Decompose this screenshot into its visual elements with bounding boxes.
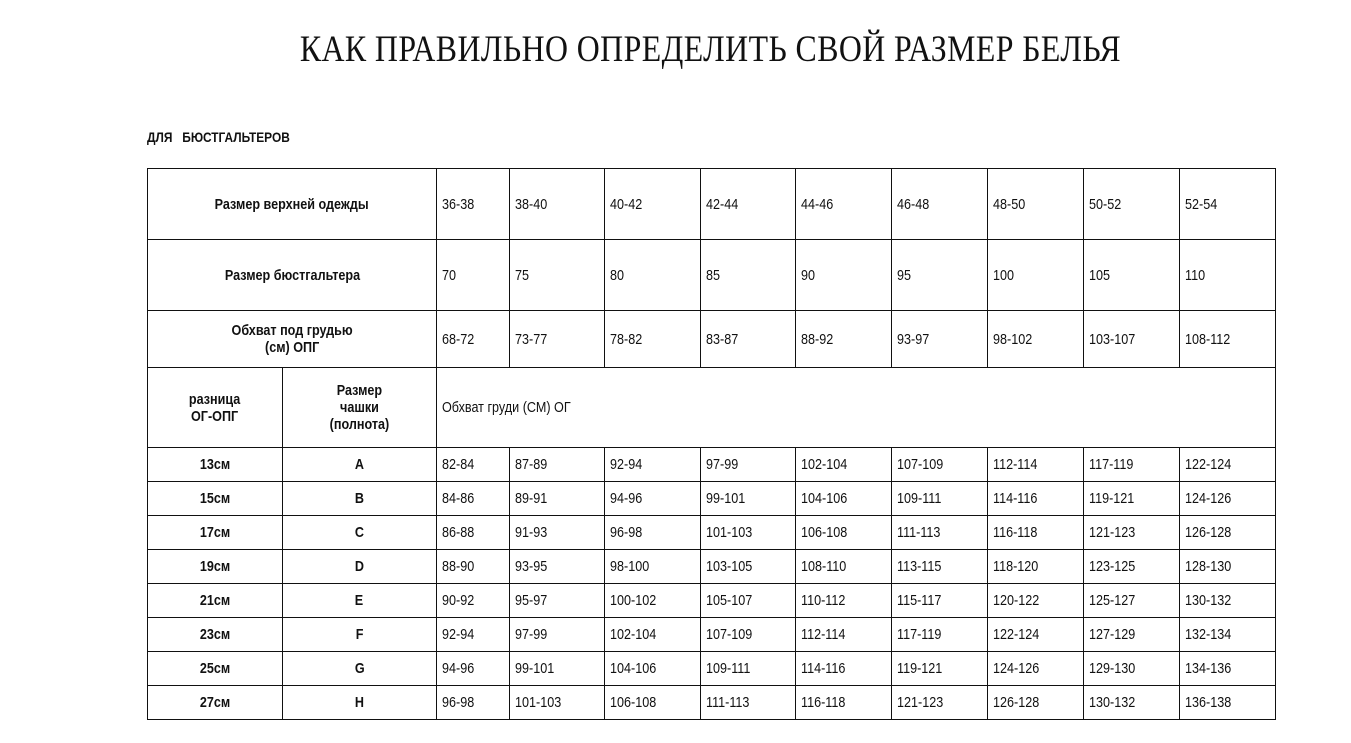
table-cell: 90	[796, 240, 892, 311]
table-cell: 127-129	[1084, 618, 1180, 652]
table-cell: 109-111	[892, 482, 988, 516]
table-cell: 36-38	[437, 169, 510, 240]
table-cell: 134-136	[1180, 652, 1276, 686]
table-cell: 44-46	[796, 169, 892, 240]
table-cell: 117-119	[892, 618, 988, 652]
cup-cell: B	[283, 482, 437, 516]
table-cell: 121-123	[892, 686, 988, 720]
table-cell: 116-118	[988, 516, 1084, 550]
cup-cell: G	[283, 652, 437, 686]
table-cell: 119-121	[1084, 482, 1180, 516]
table-cell: 116-118	[796, 686, 892, 720]
table-cell: 112-114	[988, 448, 1084, 482]
table-cell: 103-107	[1084, 311, 1180, 368]
table-cell: 124-126	[1180, 482, 1276, 516]
table-cell: 108-110	[796, 550, 892, 584]
table-cell: 40-42	[605, 169, 701, 240]
table-cell: 90-92	[437, 584, 510, 618]
table-cell: 104-106	[605, 652, 701, 686]
cup-header-row	[148, 368, 1276, 448]
table-cell: 109-111	[701, 652, 796, 686]
table-cell: 42-44	[701, 169, 796, 240]
table-cell: 117-119	[1084, 448, 1180, 482]
table-cell: 112-114	[796, 618, 892, 652]
underbust-row	[148, 311, 1276, 368]
table-cell: 106-108	[605, 686, 701, 720]
cup-cell: H	[283, 686, 437, 720]
table-row	[148, 550, 1276, 584]
table-cell: 52-54	[1180, 169, 1276, 240]
table-cell: 128-130	[1180, 550, 1276, 584]
difference-cell: 19см	[148, 550, 283, 584]
difference-cell: 25см	[148, 652, 283, 686]
table-cell: 96-98	[437, 686, 510, 720]
table-cell: 122-124	[1180, 448, 1276, 482]
cup-cell: C	[283, 516, 437, 550]
difference-cell: 23см	[148, 618, 283, 652]
table-cell: 82-84	[437, 448, 510, 482]
table-row	[148, 584, 1276, 618]
table-cell: 105-107	[701, 584, 796, 618]
table-cell: 114-116	[796, 652, 892, 686]
underbust-label: Обхват под грудью (см) ОПГ	[148, 311, 437, 368]
table-cell: 115-117	[892, 584, 988, 618]
table-cell: 100-102	[605, 584, 701, 618]
table-cell: 87-89	[510, 448, 605, 482]
table-cell: 95	[892, 240, 988, 311]
table-cell: 50-52	[1084, 169, 1180, 240]
table-cell: 96-98	[605, 516, 701, 550]
table-cell: 130-132	[1180, 584, 1276, 618]
table-cell: 114-116	[988, 482, 1084, 516]
table-cell: 105	[1084, 240, 1180, 311]
table-cell: 98-100	[605, 550, 701, 584]
cup-cell: A	[283, 448, 437, 482]
table-cell: 68-72	[437, 311, 510, 368]
table-cell: 78-82	[605, 311, 701, 368]
table-cell: 101-103	[510, 686, 605, 720]
table-row	[148, 686, 1276, 720]
table-cell: 110-112	[796, 584, 892, 618]
table-cell: 84-86	[437, 482, 510, 516]
table-row	[148, 618, 1276, 652]
table-cell: 107-109	[892, 448, 988, 482]
table-cell: 106-108	[796, 516, 892, 550]
table-cell: 102-104	[605, 618, 701, 652]
table-cell: 103-105	[701, 550, 796, 584]
table-cell: 125-127	[1084, 584, 1180, 618]
table-cell: 136-138	[1180, 686, 1276, 720]
table-cell: 86-88	[437, 516, 510, 550]
clothing-size-row	[148, 169, 1276, 240]
table-row	[148, 516, 1276, 550]
table-cell: 80	[605, 240, 701, 311]
table-cell: 99-101	[701, 482, 796, 516]
table-cell: 130-132	[1084, 686, 1180, 720]
difference-header: разница ОГ-ОПГ	[148, 368, 283, 448]
table-cell: 111-113	[701, 686, 796, 720]
table-cell: 48-50	[988, 169, 1084, 240]
table-cell: 88-92	[796, 311, 892, 368]
table-row	[148, 482, 1276, 516]
table-cell: 126-128	[988, 686, 1084, 720]
difference-cell: 21см	[148, 584, 283, 618]
table-cell: 89-91	[510, 482, 605, 516]
size-table	[147, 168, 1276, 720]
table-cell: 93-97	[892, 311, 988, 368]
clothing-size-label: Размер верхней одежды	[148, 169, 437, 240]
table-cell: 70	[437, 240, 510, 311]
table-cell: 107-109	[701, 618, 796, 652]
section-subtitle: ДЛЯ БЮСТГАЛЬТЕРОВ	[147, 129, 290, 145]
table-cell: 98-102	[988, 311, 1084, 368]
table-cell: 92-94	[605, 448, 701, 482]
page-title: КАК ПРАВИЛЬНО ОПРЕДЕЛИТЬ СВОЙ РАЗМЕР БЕЛЬЯ	[299, 29, 1122, 70]
table-cell: 83-87	[701, 311, 796, 368]
table-cell: 99-101	[510, 652, 605, 686]
cup-size-header: Размер чашки (полнота)	[283, 368, 437, 448]
table-cell: 123-125	[1084, 550, 1180, 584]
table-cell: 108-112	[1180, 311, 1276, 368]
table-cell: 126-128	[1180, 516, 1276, 550]
table-cell: 97-99	[701, 448, 796, 482]
cup-cell: F	[283, 618, 437, 652]
table-cell: 113-115	[892, 550, 988, 584]
table-cell: 120-122	[988, 584, 1084, 618]
table-row	[148, 448, 1276, 482]
table-cell: 122-124	[988, 618, 1084, 652]
table-cell: 94-96	[437, 652, 510, 686]
table-row	[148, 652, 1276, 686]
cup-cell: E	[283, 584, 437, 618]
table-cell: 104-106	[796, 482, 892, 516]
difference-cell: 27см	[148, 686, 283, 720]
difference-cell: 17см	[148, 516, 283, 550]
table-cell: 93-95	[510, 550, 605, 584]
bra-size-label: Размер бюстгальтера	[148, 240, 437, 311]
table-cell: 92-94	[437, 618, 510, 652]
table-cell: 119-121	[892, 652, 988, 686]
table-cell: 111-113	[892, 516, 988, 550]
table-cell: 121-123	[1084, 516, 1180, 550]
table-cell: 73-77	[510, 311, 605, 368]
table-cell: 95-97	[510, 584, 605, 618]
cup-cell: D	[283, 550, 437, 584]
table-cell: 94-96	[605, 482, 701, 516]
table-cell: 118-120	[988, 550, 1084, 584]
table-cell: 38-40	[510, 169, 605, 240]
table-cell: 46-48	[892, 169, 988, 240]
table-cell: 124-126	[988, 652, 1084, 686]
table-cell: 110	[1180, 240, 1276, 311]
table-cell: 85	[701, 240, 796, 311]
table-cell: 101-103	[701, 516, 796, 550]
table-cell: 129-130	[1084, 652, 1180, 686]
table-cell: 132-134	[1180, 618, 1276, 652]
table-cell: 97-99	[510, 618, 605, 652]
table-cell: 91-93	[510, 516, 605, 550]
bra-size-row	[148, 240, 1276, 311]
bust-header: Обхват груди (СМ) ОГ	[437, 368, 1276, 448]
table-cell: 75	[510, 240, 605, 311]
difference-cell: 15см	[148, 482, 283, 516]
table-cell: 102-104	[796, 448, 892, 482]
table-cell: 88-90	[437, 550, 510, 584]
table-cell: 100	[988, 240, 1084, 311]
difference-cell: 13см	[148, 448, 283, 482]
